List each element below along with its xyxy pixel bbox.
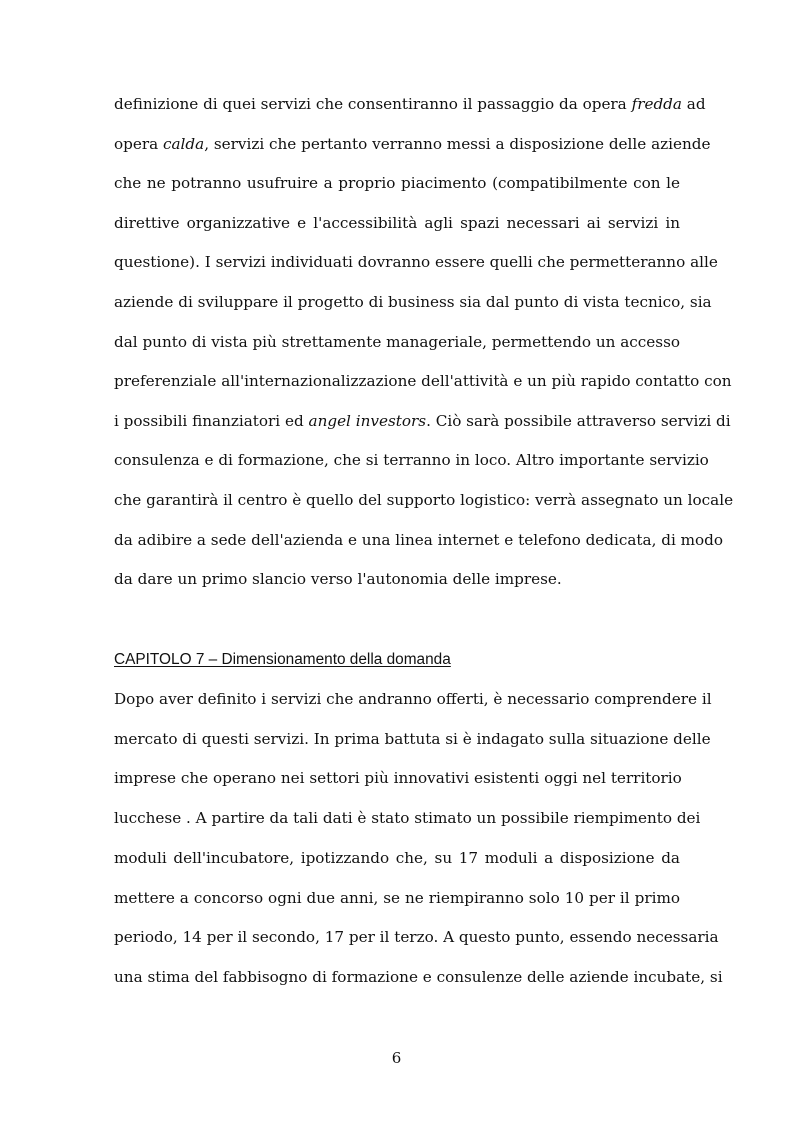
text-segment: consulenza e di formazione, che si terranno in loco. Altro importante servizio: [114, 451, 709, 470]
text-segment: aziende di sviluppare il progetto di business sia dal punto di vista tecnico, sia: [114, 293, 712, 311]
text-line: [114, 134, 711, 154]
text-segment: questione). I servizi individuati dovranno essere quelli che permetteranno alle: [114, 253, 718, 272]
text-line: [114, 94, 706, 114]
text-line: [114, 967, 723, 987]
text-segment: , servizi che pertanto verranno messi a disposizione delle aziende: [204, 134, 711, 153]
text-segment: definizione di quei servizi che consentiranno il passaggio da opera: [114, 95, 632, 113]
text-segment: . Ciò sarà possibile attraverso servizi di: [426, 411, 731, 430]
text-segment: opera: [114, 134, 163, 153]
text-line: [114, 808, 701, 828]
text-segment: mettere a concorso ogni due anni, se ne riempiranno solo 10 per il primo: [114, 888, 680, 907]
text-line: [114, 848, 680, 868]
text-line: [114, 729, 711, 749]
text-segment: i possibili finanziatori ed: [114, 411, 309, 430]
chapter-heading: CAPITOLO 7 – Dimensionamento della domanda: [114, 651, 451, 668]
italic-term: fredda: [631, 95, 682, 113]
text-line: [114, 530, 724, 550]
text-line: [114, 927, 719, 947]
text-segment: una stima del fabbisogno di formazione e consulenze delle aziende incubate, si: [114, 967, 723, 986]
text-line: [114, 332, 680, 352]
text-line: [114, 768, 680, 788]
text-line: [114, 252, 718, 272]
text-line: [114, 213, 680, 233]
text-segment: mercato di questi servizi. In prima battuta si è indagato sulla situazione delle: [114, 729, 711, 748]
text-segment: direttive organizzative e l'accessibilità agli spazi necessari ai servizi in: [114, 213, 680, 232]
text-segment: Dopo aver definito i servizi che andranno offerti, è necessario comprendere il: [114, 690, 712, 708]
text-segment: lucchese . A partire da tali dati è stato stimato un possibile riempimento dei: [114, 809, 701, 828]
text-segment: dal punto di vista più strettamente manageriale, permettendo un accesso: [114, 332, 681, 351]
text-segment: periodo, 14 per il secondo, 17 per il terzo. A questo punto, essendo necessaria: [114, 928, 719, 947]
page-number: 6: [391, 1049, 402, 1067]
text-segment: da adibire a sede dell'azienda e una linea internet e telefono dedicata, di modo: [114, 530, 724, 549]
text-line: [114, 450, 709, 470]
text-line: [114, 490, 734, 510]
text-line: [114, 569, 680, 589]
text-line: [114, 173, 680, 193]
text-line: [114, 689, 712, 709]
text-segment: da dare un primo slancio verso l'autonomia delle imprese.: [114, 570, 562, 589]
text-segment: preferenziale all'internazionalizzazione dell'attività e un più rapido contatto con: [114, 372, 732, 391]
italic-term: calda: [163, 134, 205, 153]
text-line: [114, 371, 732, 391]
text-segment: ad: [681, 95, 706, 113]
text-line: [114, 292, 712, 312]
text-segment: che ne potranno usufruire a proprio piacimento (compatibilmente con le: [114, 174, 680, 193]
text-segment: moduli dell'incubatore, ipotizzando che, su 17 moduli a disposizione da: [114, 848, 680, 867]
italic-term: angel investors: [308, 411, 427, 430]
text-line: [114, 411, 731, 431]
text-line: [114, 888, 680, 908]
text-segment: che garantirà il centro è quello del supporto logistico: verrà assegnato un locale: [114, 491, 734, 509]
text-segment: imprese che operano nei settori più innovativi esistenti oggi nel territorio: [114, 769, 682, 788]
